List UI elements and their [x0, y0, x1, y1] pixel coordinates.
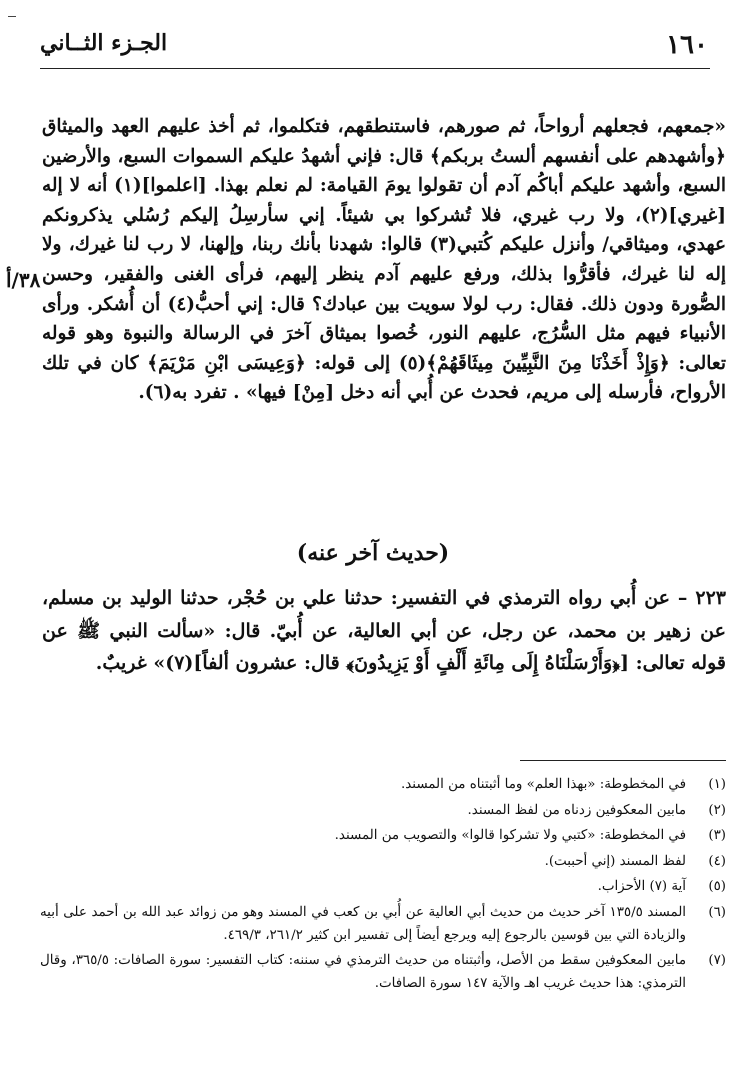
page-header	[40, 28, 708, 68]
part-title: الجـزء الثــاني	[40, 30, 168, 56]
footnote-number: (٦)	[708, 904, 726, 920]
footnote-text: في المخطوطة: «بهذا العلم» وما أثبتناه من المسند.	[401, 777, 686, 792]
hadith-block	[42, 582, 726, 680]
margin-folio-reference: ٣٨/أ	[6, 268, 41, 292]
footnote-item	[40, 902, 726, 947]
main-text	[42, 112, 726, 408]
footnote-number: (٢)	[708, 802, 726, 818]
footnote-item	[40, 851, 726, 874]
footnote-number: (١)	[708, 777, 726, 792]
footnote-number: (٥)	[708, 879, 726, 895]
footnote-number: (٧)	[708, 953, 726, 969]
footnote-text: في المخطوطة: «كتبي ولا تشركوا قالوا» والتصويب من المسند.	[334, 828, 686, 844]
footnote-text: مابين المعكوفين سقط من الأصل، وأثبتناه من حديث الترمذي في سننه: كتاب التفسير: سورة الصافات: ٣٦٥/٥، وقال الترمذي: هذا حديث غريب اهـ والآية ١٤٧ سورة الصافات.	[40, 953, 686, 991]
footnotes	[40, 774, 726, 998]
footnote-number: (٣)	[708, 828, 726, 844]
hadith-paragraph: ٢٢٣ – عن أُبي رواه الترمذي في التفسير: حدثنا علي بن حُجْر، حدثنا الوليد بن مسلم، عن زهير بن محمد، عن رجل، عن أبي العالية، عن أُبيّ. قال: «سألت النبي ﷺ عن قوله تعالى: [﴿وَأَرْسَلْنَاهُ إِلَى مِائَةِ أَلْفٍ أَوْ يَزِيدُونَ﴾ قال: عشرون ألفاً](٧)» غريبٌ.	[42, 587, 726, 674]
footnote-item	[40, 950, 726, 995]
header-rule	[40, 68, 710, 69]
footnote-item	[40, 800, 726, 823]
footnote-text: المسند ١٣٥/٥ آخر حديث من حديث أبي العالية عن أُبي بن كعب في المسند وهو من زوائد عبد الله بن أحمد على أبيه والزيادة التي بين قوسين بالرجوع إليه ويرجع أيضاً إلى تفسير ابن كثير ٢٦١/٢، ٤٦٩/٣.	[40, 904, 686, 943]
main-paragraph: «جمعهم، فجعلهم أرواحاً، ثم صورهم، فاستنطقهم، فتكلموا، ثم أخذ عليهم العهد والميثاق ﴿وأشهدهم على أنفسهم ألستُ بربكم﴾ قال: فإني أشهدُ عليكم السموات السبع، والأرضين السبع، وأشهد عليكم أباكُم آدم أن تقولوا يومَ القيامة: لم نعلم بهذا. [اعلموا](١) أنه لا إله [غيري](٢)، ولا رب غيري، فلا تُشركوا بي شيئاً. إني سأرسِلُ إليكم رُسُلي يذكرونكم عهدي، وميثاقي/ وأنزل عليكم كُتبي(٣) قالوا: شهدنا بأنك ربنا، وإلهنا، لا رب لنا غيرك، ولا إله لنا غيرك، فأقرُّوا بذلك، ورفع عليهم آدم ينظر إليهم، فرأى الغنى والفقير، وحسن الصُّورة ودون ذلك. فقال: رب لولا سويت بين عبادك؟ قال: إني أحبُّ(٤) أن أُشكر. ورأى الأنبياء فيهم مثل السُّرُج، عليهم النور، خُصوا بميثاق آخرَ في الرسالة والنبوة وهو قوله تعالى: ﴿وَإِذْ أَخَذْنَا مِنَ النَّبِيِّينَ مِيثَاقَهُمْ﴾(٥) إلى قوله: ﴿وَعِيسَى ابْنِ مَرْيَمَ﴾ كان في تلك الأرواح، فأرسله إلى مريم، فحدث عن أُبي أنه دخل [مِنْ] فيها» . تفرد به(٦).	[42, 116, 727, 404]
footnote-text: مابين المعكوفين زدناه من لفظ المسند.	[467, 802, 686, 818]
footnote-text: لفظ المسند (إني أحببت).	[544, 853, 686, 869]
footnote-item	[40, 825, 726, 848]
section-heading: (حديث آخر عنه)	[296, 540, 450, 566]
footnote-number: (٤)	[708, 853, 726, 869]
footnote-text: آية (٧) الأحزاب.	[597, 879, 686, 895]
corner-mark	[8, 16, 16, 17]
footnote-separator	[520, 760, 726, 761]
page-number: ١٦٠	[666, 30, 708, 60]
footnote-item	[40, 876, 726, 899]
footnote-item	[40, 774, 726, 797]
